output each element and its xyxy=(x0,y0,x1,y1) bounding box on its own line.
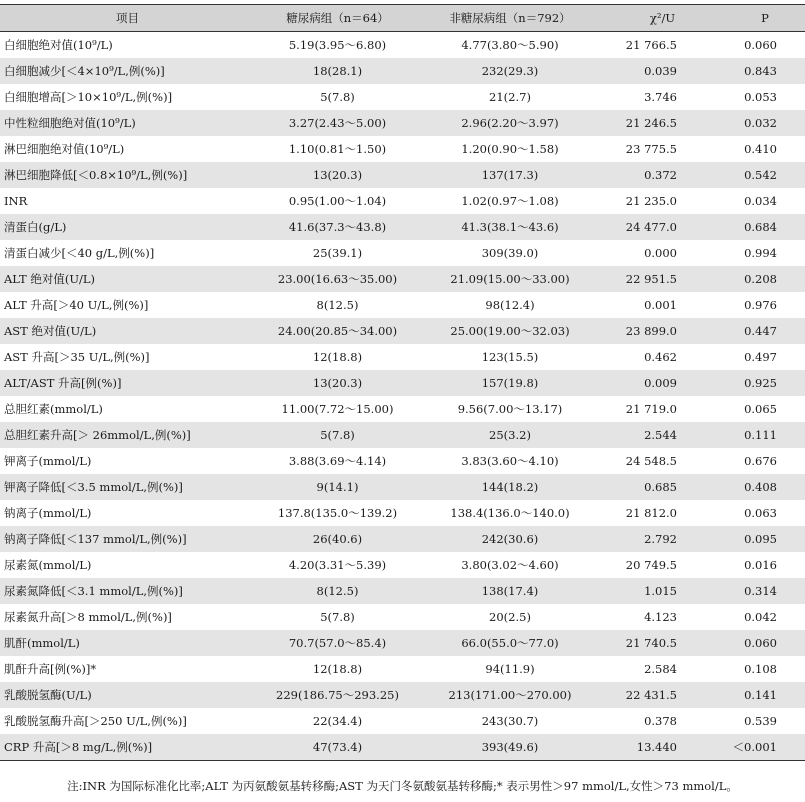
row-non-diabetes-value: 213(171.00～270.00) xyxy=(420,682,600,708)
row-diabetes-value: 229(186.75～293.25) xyxy=(255,682,420,708)
table-row xyxy=(0,500,805,526)
row-p-value: 0.063 xyxy=(744,506,777,520)
row-non-diabetes-value: 242(30.6) xyxy=(420,526,600,552)
row-diabetes-value: 26(40.6) xyxy=(255,526,420,552)
row-non-diabetes-value: 157(19.8) xyxy=(420,370,600,396)
row-statistic: 13.440 xyxy=(600,734,725,761)
table-row xyxy=(0,474,805,500)
row-p-value: 0.497 xyxy=(744,350,777,364)
table-body xyxy=(0,32,805,761)
row-diabetes-value: 1.10(0.81～1.50) xyxy=(288,142,387,156)
row-statistic: 23 775.5 xyxy=(625,142,677,156)
row-non-diabetes-value: 25(3.2) xyxy=(420,422,600,448)
row-item: 淋巴细胞绝对值(10⁹/L) xyxy=(4,142,125,156)
row-diabetes-value: 5(7.8) xyxy=(320,610,355,624)
row-p-value: 0.976 xyxy=(744,298,777,312)
row-p-value: 0.314 xyxy=(725,578,805,604)
row-non-diabetes-value: 2.96(2.20～3.97) xyxy=(420,110,600,136)
table-row xyxy=(0,656,805,682)
row-non-diabetes-value: 9.56(7.00～13.17) xyxy=(457,402,563,416)
row-p-value: ＜0.001 xyxy=(725,734,805,761)
row-non-diabetes-value: 243(30.7) xyxy=(481,714,539,728)
row-diabetes-value: 4.20(3.31～5.39) xyxy=(288,558,387,572)
row-statistic: 3.746 xyxy=(644,90,677,104)
header-diabetes-group: 糖尿病组（n＝64） xyxy=(255,5,420,32)
row-item: 总胆红素(mmol/L) xyxy=(4,402,103,416)
table-row xyxy=(0,318,805,344)
row-diabetes-value: 18(28.1) xyxy=(255,58,420,84)
row-item: 钾离子(mmol/L) xyxy=(4,454,92,468)
row-non-diabetes-value: 1.20(0.90～1.58) xyxy=(461,142,559,156)
table-footnote: 注:INR 为国际标准化比率;ALT 为丙氨酸氨基转移酶;AST 为天门冬氨酸氨基转移酶;* 表示男性＞97 mmol/L,女性＞73 mmol/L。 xyxy=(67,779,738,793)
row-item: 白细胞增高[＞10×10⁹/L,例(%)] xyxy=(4,90,173,104)
row-statistic: 0.685 xyxy=(600,474,725,500)
row-item: ALT/AST 升高[例(%)] xyxy=(0,370,255,396)
row-p-value: 0.034 xyxy=(744,194,777,208)
table-row xyxy=(0,240,805,266)
row-diabetes-value: 3.27(2.43～5.00) xyxy=(255,110,420,136)
row-p-value: 0.410 xyxy=(744,142,777,156)
row-diabetes-value: 25(39.1) xyxy=(312,246,363,260)
table-row xyxy=(0,266,805,292)
row-p-value: 0.542 xyxy=(725,162,805,188)
row-non-diabetes-value: 21.09(15.00～33.00) xyxy=(420,266,600,292)
row-item: 钠离子降低[＜137 mmol/L,例(%)] xyxy=(0,526,255,552)
table-row xyxy=(0,630,805,656)
row-diabetes-value: 12(18.8) xyxy=(312,662,363,676)
row-p-value: 0.994 xyxy=(744,246,777,260)
row-diabetes-value: 137.8(135.0～139.2) xyxy=(277,506,398,520)
row-non-diabetes-value: 3.83(3.60～4.10) xyxy=(461,454,559,468)
table-row xyxy=(0,136,805,162)
row-non-diabetes-value: 20(2.5) xyxy=(489,610,531,624)
row-p-value: 0.447 xyxy=(725,318,805,344)
table-row xyxy=(0,552,805,578)
row-item: CRP 升高[＞8 mg/L,例(%)] xyxy=(0,734,255,761)
row-diabetes-value: 13(20.3) xyxy=(255,162,420,188)
row-item: 尿素氮升高[＞8 mmol/L,例(%)] xyxy=(4,610,172,624)
row-item: 总胆红素升高[＞ 26mmol/L,例(%)] xyxy=(0,422,255,448)
row-diabetes-value: 24.00(20.85～34.00) xyxy=(255,318,420,344)
row-non-diabetes-value: 232(29.3) xyxy=(420,58,600,84)
row-non-diabetes-value: 144(18.2) xyxy=(420,474,600,500)
row-item: 清蛋白(g/L) xyxy=(0,214,255,240)
row-diabetes-value: 22(34.4) xyxy=(312,714,363,728)
row-statistic: 21 719.0 xyxy=(625,402,677,416)
row-statistic: 0.009 xyxy=(600,370,725,396)
table-row xyxy=(0,110,805,136)
row-statistic: 0.372 xyxy=(600,162,725,188)
row-diabetes-value: 5.19(3.95～6.80) xyxy=(288,38,387,52)
table-row xyxy=(0,370,805,396)
row-item: ALT 绝对值(U/L) xyxy=(0,266,255,292)
header-statistic: χ²/U xyxy=(600,5,725,32)
row-item: 尿素氮降低[＜3.1 mmol/L,例(%)] xyxy=(0,578,255,604)
row-p-value: 0.016 xyxy=(744,558,777,572)
row-non-diabetes-value: 1.02(0.97～1.08) xyxy=(461,194,559,208)
row-non-diabetes-value: 41.3(38.1～43.6) xyxy=(420,214,600,240)
row-p-value: 0.065 xyxy=(744,402,777,416)
row-diabetes-value: 3.88(3.69～4.14) xyxy=(288,454,387,468)
row-p-value: 0.060 xyxy=(744,38,777,52)
row-item: ALT 升高[＞40 U/L,例(%)] xyxy=(4,298,149,312)
table-row xyxy=(0,422,805,448)
row-item: 钠离子(mmol/L) xyxy=(4,506,92,520)
row-diabetes-value: 12(18.8) xyxy=(312,350,363,364)
row-statistic: 20 749.5 xyxy=(625,558,677,572)
row-statistic: 24 548.5 xyxy=(625,454,677,468)
row-diabetes-value: 5(7.8) xyxy=(255,422,420,448)
row-item: 钾离子降低[＜3.5 mmol/L,例(%)] xyxy=(0,474,255,500)
row-non-diabetes-value: 94(11.9) xyxy=(485,662,535,676)
row-diabetes-value: 41.6(37.3～43.8) xyxy=(255,214,420,240)
row-item: 肌酐升高[例(%)]* xyxy=(4,662,97,676)
row-p-value: 0.684 xyxy=(725,214,805,240)
row-p-value: 0.095 xyxy=(725,526,805,552)
header-p-value: P xyxy=(725,5,805,32)
row-statistic: 1.015 xyxy=(600,578,725,604)
table-header-row xyxy=(0,5,805,32)
row-statistic: 22 951.5 xyxy=(600,266,725,292)
row-diabetes-value: 11.00(7.72～15.00) xyxy=(281,402,394,416)
table-row xyxy=(0,448,805,474)
table-row xyxy=(0,604,805,630)
row-non-diabetes-value: 3.80(3.02～4.60) xyxy=(461,558,559,572)
table-row xyxy=(0,188,805,214)
row-non-diabetes-value: 123(15.5) xyxy=(481,350,539,364)
table-row xyxy=(0,578,805,604)
row-non-diabetes-value: 66.0(55.0～77.0) xyxy=(420,630,600,656)
header-non-diabetes-group: 非糖尿病组（n＝792） xyxy=(420,5,600,32)
row-statistic: 4.123 xyxy=(644,610,677,624)
row-non-diabetes-value: 138.4(136.0～140.0) xyxy=(450,506,570,520)
table-row xyxy=(0,58,805,84)
row-p-value: 0.843 xyxy=(725,58,805,84)
row-non-diabetes-value: 138(17.4) xyxy=(420,578,600,604)
row-statistic: 21 246.5 xyxy=(600,110,725,136)
row-statistic: 21 740.5 xyxy=(600,630,725,656)
row-p-value: 0.676 xyxy=(744,454,777,468)
row-item: 尿素氮(mmol/L) xyxy=(4,558,92,572)
row-diabetes-value: 5(7.8) xyxy=(320,90,355,104)
row-item: INR xyxy=(4,194,28,208)
row-p-value: 0.060 xyxy=(725,630,805,656)
table-row xyxy=(0,32,805,59)
row-p-value: 0.141 xyxy=(725,682,805,708)
row-non-diabetes-value: 309(39.0) xyxy=(481,246,539,260)
row-non-diabetes-value: 137(17.3) xyxy=(420,162,600,188)
row-statistic: 23 899.0 xyxy=(600,318,725,344)
row-item: AST 绝对值(U/L) xyxy=(0,318,255,344)
row-p-value: 0.208 xyxy=(725,266,805,292)
row-item: AST 升高[＞35 U/L,例(%)] xyxy=(4,350,150,364)
row-statistic: 2.792 xyxy=(600,526,725,552)
row-item: 中性粒细胞绝对值(10⁹/L) xyxy=(0,110,255,136)
row-diabetes-value: 0.95(1.00～1.04) xyxy=(288,194,387,208)
row-diabetes-value: 23.00(16.63～35.00) xyxy=(255,266,420,292)
row-statistic: 2.544 xyxy=(600,422,725,448)
row-statistic: 24 477.0 xyxy=(600,214,725,240)
row-statistic: 21 766.5 xyxy=(625,38,677,52)
row-item: 乳酸脱氢酶升高[＞250 U/L,例(%)] xyxy=(4,714,187,728)
row-statistic: 0.462 xyxy=(644,350,677,364)
row-statistic: 0.039 xyxy=(600,58,725,84)
row-non-diabetes-value: 4.77(3.80～5.90) xyxy=(461,38,559,52)
table-row xyxy=(0,396,805,422)
table-row xyxy=(0,526,805,552)
row-diabetes-value: 47(73.4) xyxy=(255,734,420,761)
header-item: 项目 xyxy=(0,5,255,32)
row-p-value: 0.108 xyxy=(744,662,777,676)
row-p-value: 0.032 xyxy=(725,110,805,136)
row-p-value: 0.408 xyxy=(725,474,805,500)
row-diabetes-value: 9(14.1) xyxy=(255,474,420,500)
table-row xyxy=(0,734,805,761)
row-item: 肌酐(mmol/L) xyxy=(0,630,255,656)
row-diabetes-value: 13(20.3) xyxy=(255,370,420,396)
row-p-value: 0.042 xyxy=(744,610,777,624)
row-non-diabetes-value: 98(12.4) xyxy=(485,298,535,312)
row-item: 清蛋白减少[＜40 g/L,例(%)] xyxy=(4,246,155,260)
row-statistic: 0.001 xyxy=(644,298,677,312)
row-statistic: 0.000 xyxy=(644,246,677,260)
row-p-value: 0.111 xyxy=(725,422,805,448)
row-p-value: 0.053 xyxy=(744,90,777,104)
row-item: 白细胞减少[＜4×10⁹/L,例(%)] xyxy=(0,58,255,84)
table-row xyxy=(0,682,805,708)
row-statistic: 0.378 xyxy=(644,714,677,728)
row-p-value: 0.925 xyxy=(725,370,805,396)
row-statistic: 22 431.5 xyxy=(600,682,725,708)
table-row xyxy=(0,344,805,370)
table-row xyxy=(0,162,805,188)
row-non-diabetes-value: 21(2.7) xyxy=(489,90,531,104)
row-item: 白细胞绝对值(10⁹/L) xyxy=(4,38,113,52)
row-statistic: 2.584 xyxy=(644,662,677,676)
table-row xyxy=(0,84,805,110)
row-non-diabetes-value: 25.00(19.00～32.03) xyxy=(420,318,600,344)
table-row xyxy=(0,708,805,734)
row-statistic: 21 812.0 xyxy=(625,506,677,520)
row-item: 淋巴细胞降低[＜0.8×10⁹/L,例(%)] xyxy=(0,162,255,188)
row-diabetes-value: 8(12.5) xyxy=(255,578,420,604)
row-statistic: 21 235.0 xyxy=(625,194,677,208)
table-row xyxy=(0,214,805,240)
row-diabetes-value: 8(12.5) xyxy=(316,298,359,312)
row-p-value: 0.539 xyxy=(744,714,777,728)
row-diabetes-value: 70.7(57.0～85.4) xyxy=(255,630,420,656)
results-table xyxy=(0,4,805,761)
row-non-diabetes-value: 393(49.6) xyxy=(420,734,600,761)
table-row xyxy=(0,292,805,318)
row-item: 乳酸脱氢酶(U/L) xyxy=(0,682,255,708)
